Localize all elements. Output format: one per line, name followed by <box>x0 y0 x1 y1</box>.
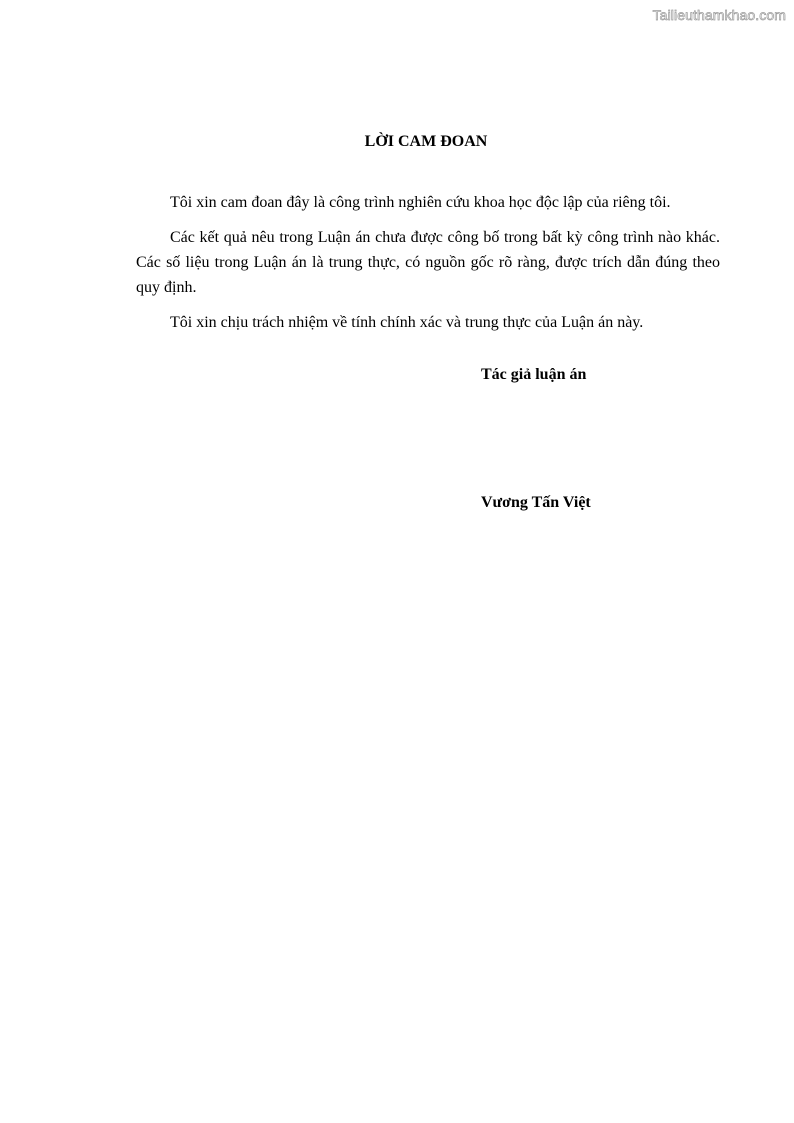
paragraph-2: Các kết quả nêu trong Luận án chưa được công bố trong bất kỳ công trình nào khác. Các số liệu trong Luận án là trung thực, có nguồn gốc rõ ràng, được trích dẫn đúng theo quy định. <box>136 229 720 296</box>
page-title: LỜI CAM ĐOAN <box>364 133 488 150</box>
paragraph-1: Tôi xin cam đoan đây là công trình nghiên cứu khoa học độc lập của riêng tôi. <box>170 194 671 211</box>
signature-name: Vương Tấn Việt <box>481 494 591 511</box>
signature-role: Tác giả luận án <box>481 366 587 383</box>
declaration-body <box>136 190 720 345</box>
watermark-text: Tailieuthamkhao.com <box>652 7 786 23</box>
paragraph-3: Tôi xin chịu trách nhiệm về tính chính xác và trung thực của Luận án này. <box>170 314 644 331</box>
